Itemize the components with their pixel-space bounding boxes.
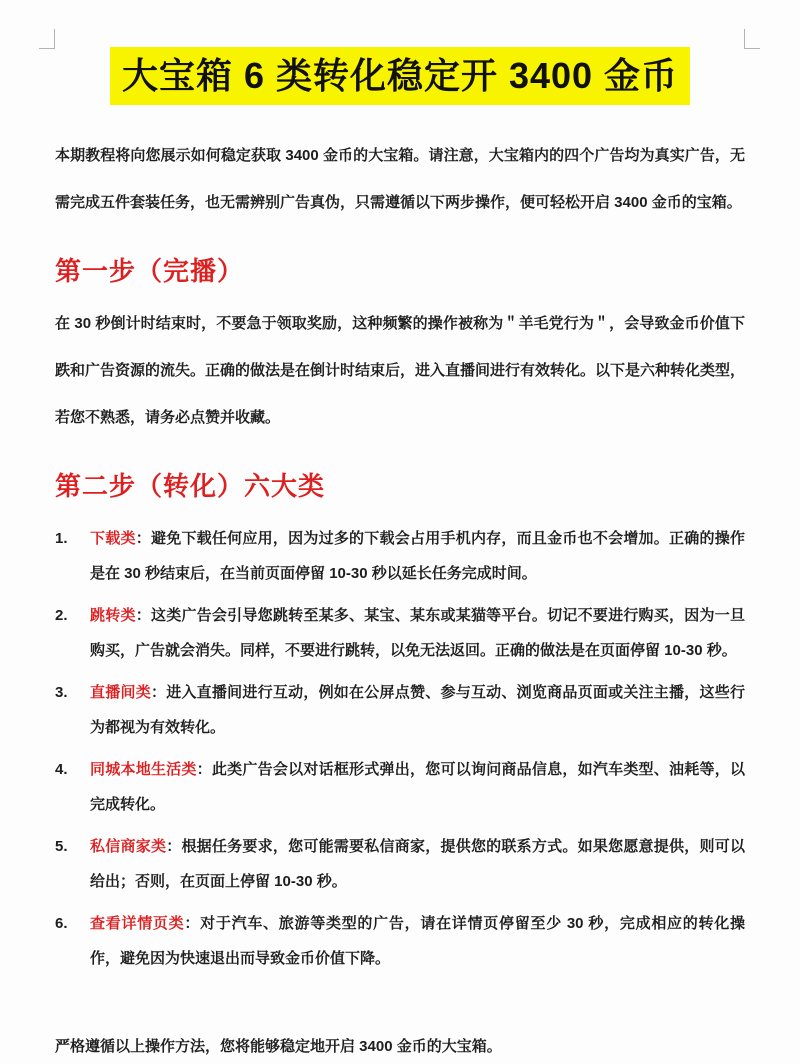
list-item-description: 这类广告会引导您跳转至某多、某宝、某东或某猫等平台。切记不要进行购买，因为一旦购买，广告就会消失。同样，不要进行跳转，以免无法返回。正确的做法是在页面停留 10-30 秒。	[90, 607, 745, 659]
intro-paragraph: 本期教程将向您展示如何稳定获取 3400 金币的大宝箱。请注意，大宝箱内的四个广告均为真实广告，无需完成五件套装任务，也无需辨别广告真伪，只需遵循以下两步操作，便可轻松开启 3400 金币的宝箱。	[55, 147, 745, 211]
list-item-local-life	[55, 752, 745, 822]
step1-paragraph: 在 30 秒倒计时结束时，不要急于领取奖励，这种频繁的操作被称为＂羊毛党行为＂，会导致金币价值下跌和广告资源的流失。正确的做法是在倒计时结束后，进入直播间进行有效转化。以下是六种转化类型，若您不熟悉，请务必点赞并收藏。	[55, 315, 746, 426]
page-corner-mark-top-left	[39, 29, 55, 49]
outro-paragraph: 严格遵循以上操作方法，您将能够稳定地开启 3400 金币的大宝箱。	[55, 1038, 502, 1055]
list-item-term: 同城本地生活类	[90, 761, 197, 778]
list-item-separator: ：	[135, 607, 151, 624]
list-item-separator: ：	[135, 530, 151, 547]
list-item-number: 6.	[55, 915, 68, 932]
page-corner-mark-top-right	[744, 29, 760, 49]
list-item-description: 根据任务要求，您可能需要私信商家，提供您的联系方式。如果您愿意提供，则可以给出；否则，在页面上停留 10-30 秒。	[90, 838, 745, 890]
list-item-private-message	[55, 829, 745, 899]
list-item-description: 避免下载任何应用，因为过多的下载会占用手机内存，而且金币也不会增加。正确的操作是在 30 秒结束后，在当前页面停留 10-30 秒以延长任务完成时间。	[90, 530, 745, 582]
list-item-description: 对于汽车、旅游等类型的广告，请在详情页停留至少 30 秒，完成相应的转化操作，避免因为快速退出而导致金币价值下降。	[90, 915, 745, 967]
list-item-number: 4.	[55, 761, 68, 778]
list-item-term: 私信商家类	[90, 838, 167, 855]
list-item-description: 此类广告会以对话框形式弹出，您可以询问商品信息，如汽车类型、油耗等，以完成转化。	[90, 761, 745, 813]
list-item-term: 跳转类	[90, 607, 136, 624]
page-title-highlight: 大宝箱 6 类转化稳定开 3400 金币	[110, 47, 690, 105]
list-item-separator: ：	[184, 915, 201, 932]
list-item-livestream	[55, 675, 745, 745]
list-item-term: 下载类	[90, 530, 136, 547]
list-item-separator: ：	[196, 761, 212, 778]
page-title	[110, 47, 690, 105]
list-item-number: 3.	[55, 684, 68, 701]
list-item-text	[90, 829, 745, 899]
list-item-description: 进入直播间进行互动，例如在公屏点赞、参与互动、浏览商品页面或关注主播，这些行为都视为有效转化。	[90, 684, 745, 736]
list-item-separator: ：	[150, 684, 167, 701]
list-item-text	[90, 521, 745, 591]
list-item-text	[90, 906, 745, 976]
list-item-text	[90, 598, 745, 668]
step1-heading: 第一步（完播）	[55, 256, 245, 286]
list-item-number: 2.	[55, 607, 68, 624]
list-item-detail-page	[55, 906, 745, 976]
list-item-redirect	[55, 598, 745, 668]
list-item-text	[90, 752, 745, 822]
list-item-term: 查看详情页类	[90, 915, 185, 932]
conversion-type-list	[55, 521, 745, 976]
list-item-number: 5.	[55, 838, 68, 855]
list-item-text	[90, 675, 745, 745]
list-item-download	[55, 521, 745, 591]
list-item-number: 1.	[55, 530, 68, 547]
step2-heading: 第二步（转化）六大类	[55, 471, 326, 501]
list-item-separator: ：	[166, 838, 182, 855]
list-item-term: 直播间类	[90, 684, 151, 701]
